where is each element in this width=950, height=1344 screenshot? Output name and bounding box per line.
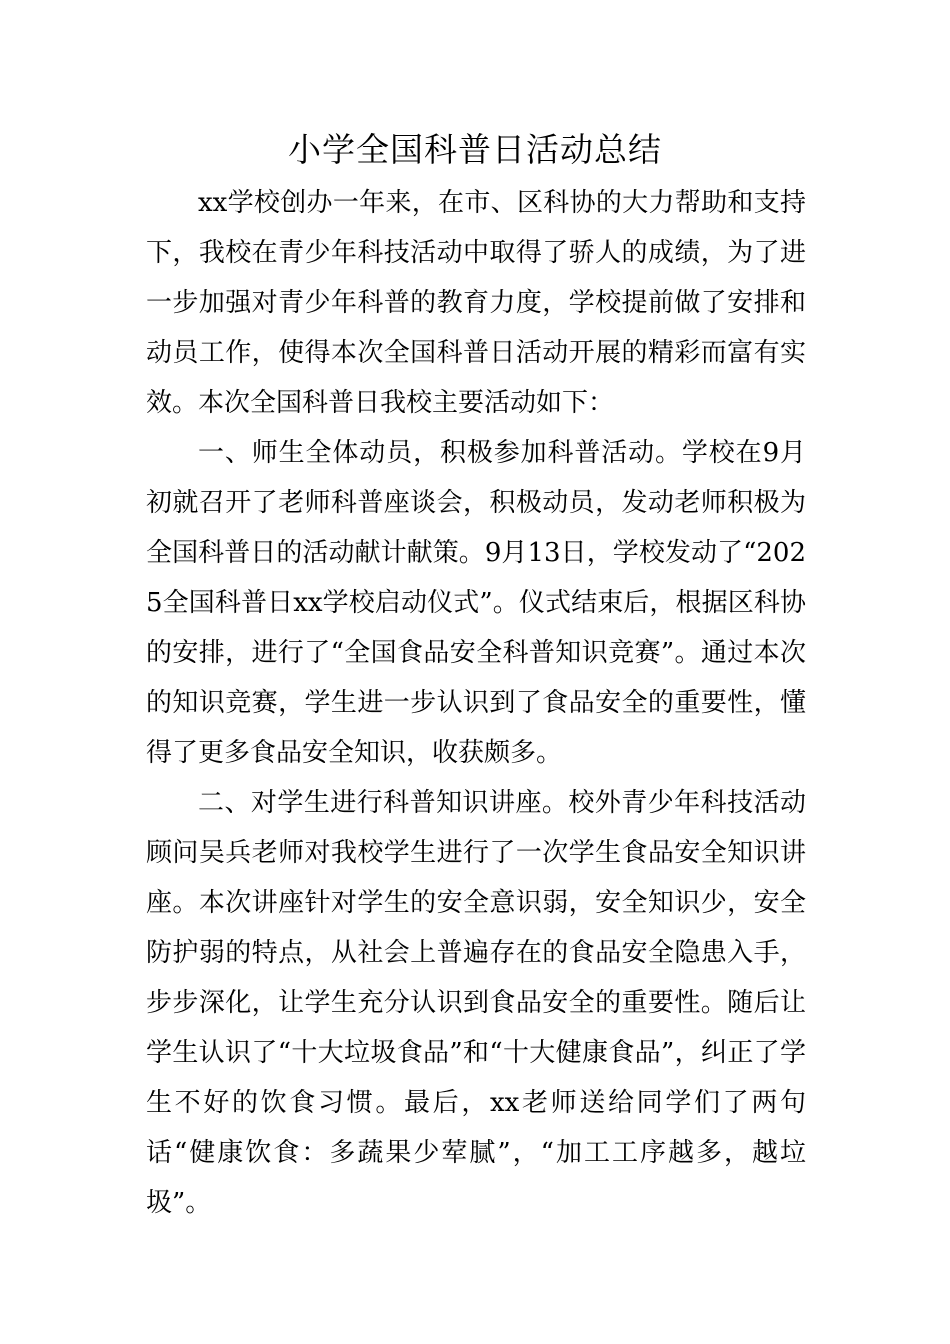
document-body xyxy=(146,178,806,1228)
paragraph-section-two: 二、对学生进行科普知识讲座。校外青少年科技活动顾问吴兵老师对我校学生进行了一次学生食品安全知识讲座。本次讲座针对学生的安全意识弱，安全知识少，安全防护弱的特点，从社会上普遍存在的食品安全隐患入手，步步深化，让学生充分认识到食品安全的重要性。随后让学生认识了“十大垃圾食品”和“十大健康食品”，纠正了学生不好的饮食习惯。最后，xx老师送给同学们了两句话“健康饮食：多蔬果少荤腻”，“加工工序越多，越垃圾”。 xyxy=(146,788,806,1218)
document-title: 小学全国科普日活动总结 xyxy=(288,130,662,169)
paragraph-section-one: 一、师生全体动员，积极参加科普活动。学校在9月初就召开了老师科普座谈会，积极动员，发动老师积极为全国科普日的活动献计献策。9月13日，学校发动了“2025全国科普日xx学校启动仪式”。仪式结束后，根据区科协的安排，进行了“全国食品安全科普知识竞赛”。通过本次的知识竞赛，学生进一步认识到了食品安全的重要性，懂得了更多食品安全知识，收获颇多。 xyxy=(146,438,806,768)
paragraph-intro: xx学校创办一年来，在市、区科协的大力帮助和支持下，我校在青少年科技活动中取得了骄人的成绩，为了进一步加强对青少年科普的教育力度，学校提前做了安排和动员工作，使得本次全国科普日活动开展的精彩而富有实效。本次全国科普日我校主要活动如下： xyxy=(146,188,806,418)
